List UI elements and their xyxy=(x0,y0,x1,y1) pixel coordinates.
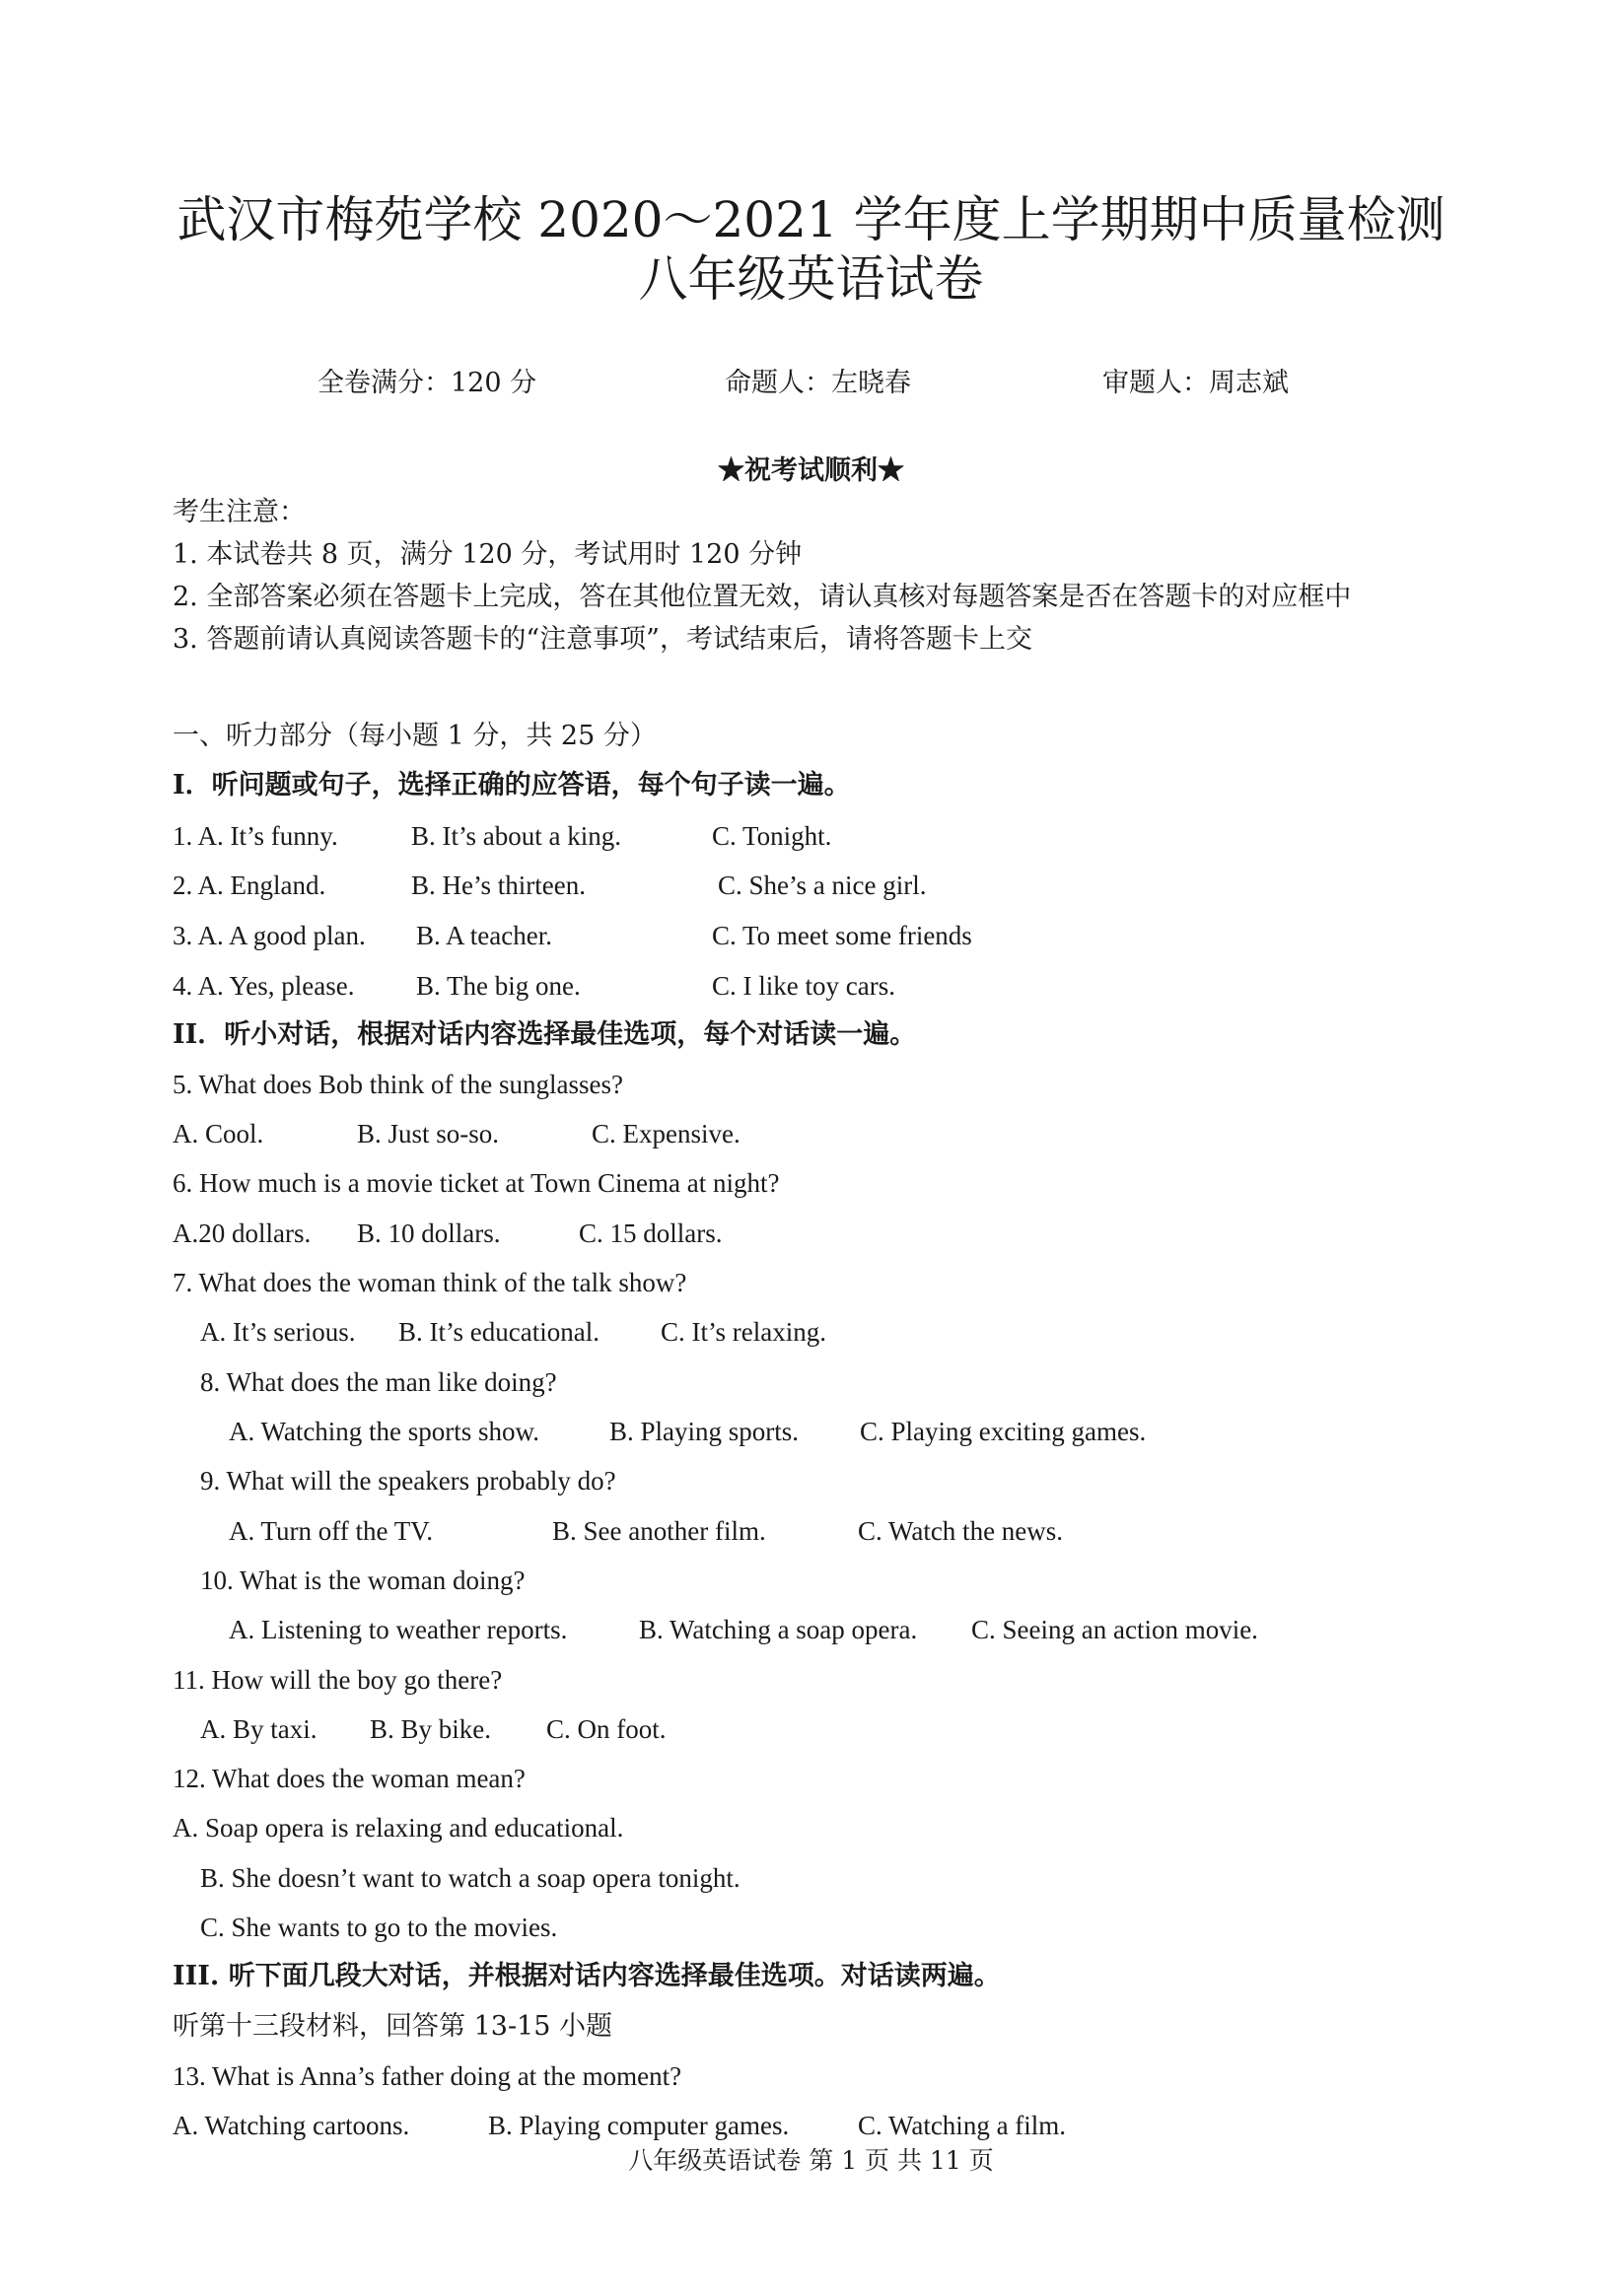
option-a: A. By taxi. xyxy=(200,1714,317,1744)
option-b: B. It’s about a king. xyxy=(411,821,621,851)
question-9-stem: 9. What will the speakers probably do? xyxy=(200,1466,616,1496)
option-c: C. It’s relaxing. xyxy=(661,1317,826,1347)
option-b: B. A teacher. xyxy=(416,921,552,950)
exam-title: 武汉市梅苑学校 2020～2021 学年度上学期期中质量检测 xyxy=(176,191,1446,248)
question-12-option-a: A. Soap opera is relaxing and educational. xyxy=(173,1813,624,1843)
option-c: C. Playing exciting games. xyxy=(860,1417,1147,1446)
notice-item-3: 3. 答题前请认真阅读答题卡的“注意事项”，考试结束后，请将答题卡上交 xyxy=(173,624,1032,655)
option-c: C. Tonight. xyxy=(712,821,832,851)
notice-heading: 考生注意： xyxy=(173,497,306,527)
option-a: A. Watching cartoons. xyxy=(173,2111,410,2140)
question-5-stem: 5. What does Bob think of the sunglasses? xyxy=(173,1070,623,1099)
option-b: B. It’s educational. xyxy=(398,1317,599,1347)
option-b: B. Playing computer games. xyxy=(488,2111,790,2140)
part1-heading: I．听问题或句子，选择正确的应答语，每个句子读一遍。 xyxy=(173,770,851,800)
part3-heading: III. 听下面几段大对话，并根据对话内容选择最佳选项。对话读两遍。 xyxy=(173,1961,1001,1991)
option-a: A.20 dollars. xyxy=(173,1218,312,1248)
question-12-stem: 12. What does the woman mean? xyxy=(173,1764,526,1793)
option-b: B. The big one. xyxy=(416,971,581,1001)
option-c: C. Watch the news. xyxy=(858,1516,1064,1546)
author: 命题人：左晓春 xyxy=(725,368,911,398)
option-c: C. Seeing an action movie. xyxy=(971,1615,1258,1644)
option-c: C. Watching a film. xyxy=(858,2111,1067,2140)
option-a: A. Listening to weather reports. xyxy=(229,1615,568,1644)
option-c: C. Expensive. xyxy=(592,1119,740,1148)
option-b: B. He’s thirteen. xyxy=(411,870,586,900)
option-a: A. Cool. xyxy=(173,1119,264,1148)
option-c: C. To meet some friends xyxy=(712,921,972,950)
part3-subheading: 听第十三段材料，回答第 13-15 小题 xyxy=(173,2011,613,2042)
full-score: 全卷满分：120 分 xyxy=(317,368,537,398)
option-c: C. 15 dollars. xyxy=(579,1218,723,1248)
exam-subtitle: 八年级英语试卷 xyxy=(638,250,984,308)
option-a: A. Watching the sports show. xyxy=(229,1417,540,1446)
question-7-stem: 7. What does the woman think of the talk show? xyxy=(173,1268,687,1297)
option-c: C. On foot. xyxy=(546,1714,667,1744)
option-b: B. 10 dollars. xyxy=(357,1218,501,1248)
option-c: C. She’s a nice girl. xyxy=(718,870,927,900)
page-footer: 八年级英语试卷 第 1 页 共 11 页 xyxy=(628,2146,994,2175)
question-10-stem: 10. What is the woman doing? xyxy=(200,1565,526,1595)
option-a: 4. A. Yes, please. xyxy=(173,971,355,1001)
notice-item-2: 2. 全部答案必须在答题卡上完成，答在其他位置无效，请认真核对每题答案是否在答题卡的对应框中 xyxy=(173,582,1352,612)
question-12-option-c: C. She wants to go to the movies. xyxy=(200,1913,558,1942)
question-11-stem: 11. How will the boy go there? xyxy=(173,1665,503,1695)
notice-item-1: 1. 本试卷共 8 页，满分 120 分，考试用时 120 分钟 xyxy=(173,539,803,570)
option-a: 1. A. It’s funny. xyxy=(173,821,338,851)
option-b: B. By bike. xyxy=(370,1714,492,1744)
option-a: 3. A. A good plan. xyxy=(173,921,366,950)
question-6-stem: 6. How much is a movie ticket at Town Cinema at night? xyxy=(173,1168,780,1198)
option-c: C. I like toy cars. xyxy=(712,971,895,1001)
section-heading: 一、听力部分（每小题 1 分，共 25 分） xyxy=(173,721,657,751)
option-b: B. Just so-so. xyxy=(357,1119,500,1148)
reviewer: 审题人：周志斌 xyxy=(1102,368,1289,398)
option-b: B. See another film. xyxy=(552,1516,766,1546)
good-luck-banner: ★祝考试顺利★ xyxy=(718,455,904,486)
option-b: B. Watching a soap opera. xyxy=(639,1615,918,1644)
option-a: A. It’s serious. xyxy=(200,1317,356,1347)
question-8-stem: 8. What does the man like doing? xyxy=(200,1367,557,1397)
option-b: B. Playing sports. xyxy=(609,1417,800,1446)
question-13-stem: 13. What is Anna’s father doing at the moment? xyxy=(173,2061,682,2091)
option-a: 2. A. England. xyxy=(173,870,326,900)
question-12-option-b: B. She doesn’t want to watch a soap opera tonight. xyxy=(200,1863,740,1893)
part2-heading: II．听小对话，根据对话内容选择最佳选项，每个对话读一遍。 xyxy=(173,1019,917,1050)
option-a: A. Turn off the TV. xyxy=(229,1516,434,1546)
